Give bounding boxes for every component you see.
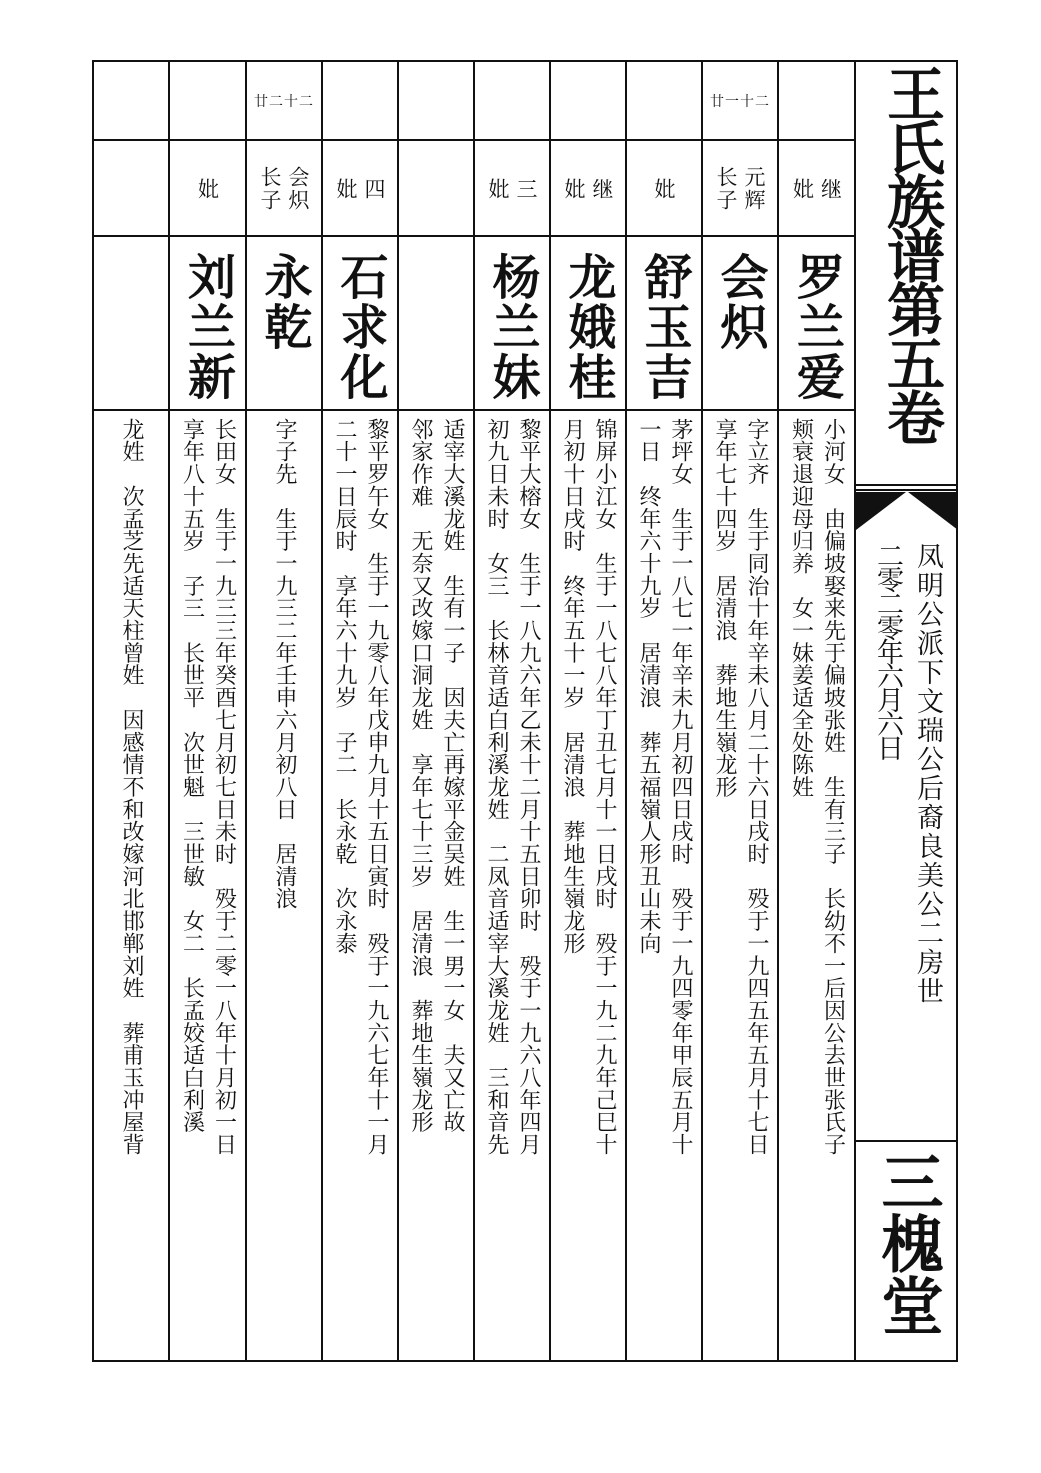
relationship-cell: [475, 142, 549, 236]
relationship-cell: [399, 142, 473, 236]
relationship-text: 妣: [486, 177, 510, 201]
generation-cell: 廿一十二: [710, 94, 770, 110]
relationship-cell: [627, 142, 701, 236]
branch-lineage-text: 凤明公派下文瑞公后裔良美公二房世: [912, 542, 943, 1006]
relationship-text: 继: [818, 177, 843, 201]
person-name-cell: [399, 238, 473, 410]
generation-cell: [323, 62, 397, 140]
person-name: 龙娥桂: [560, 252, 616, 402]
person-name-cell: [475, 238, 549, 410]
generation-cell: 廿二十二: [254, 94, 314, 110]
person-name-cell: [703, 238, 777, 410]
person-name: 会炽: [712, 252, 768, 352]
biography-line: 适宰大溪龙姓 生有一子 因夫亡再嫁平金吴姓 生一男一女 夫又亡故: [440, 418, 465, 1134]
person-name-cell: [323, 238, 397, 410]
relationship-cell: [247, 142, 321, 236]
relationship-text: 妣: [562, 177, 586, 201]
biography-line: 颊衰退迎母归养 女一妹姜适全处陈姓: [788, 418, 814, 798]
relationship-text: 继: [590, 177, 614, 201]
relationship-text: 妣: [652, 177, 676, 201]
biography-line: 黎平罗午女 生于一九零八年戊申九月十五日寅时 殁于一九六七年十一月: [364, 418, 389, 1156]
generation-cell: [551, 62, 625, 140]
biography-line: 一日 终年六十九岁 居清浪 葬五福嶺人形丑山未向: [636, 418, 661, 955]
person-name-cell: [779, 238, 854, 410]
relationship-text: 元辉: [742, 166, 766, 212]
book-title-text: 王氏族谱第五卷: [877, 64, 945, 442]
biography-cell: [247, 414, 321, 1354]
person-name-cell: [551, 238, 625, 410]
person-name: 舒玉吉: [636, 252, 692, 402]
person-name: 刘兰新: [179, 252, 236, 402]
biography-cell: [475, 414, 549, 1354]
generation-cell: [399, 62, 473, 140]
person-name-cell: [247, 238, 321, 410]
biography-cell: [170, 414, 245, 1354]
generation-cell: [170, 62, 245, 140]
biography-line: 字子先 生于一九三二年壬申六月初八日 居清浪: [272, 418, 297, 910]
biography-line: 初九日未时 女三 长林音适白利溪龙姓 二凤音适宰大溪龙姓 三和音先: [484, 418, 509, 1156]
hall-name: [856, 1146, 958, 1360]
person-name: 杨兰妹: [484, 252, 540, 402]
relationship-text: 会炽: [286, 166, 310, 212]
biography-line: 茅坪女 生于一八七一年辛未九月初四日戌时 殁于一九四零年甲辰五月十: [668, 418, 693, 1156]
biography-line: 二十一日辰时 享年六十九岁 子二 长永乾 次永泰: [332, 418, 357, 955]
person-name: 永乾: [256, 252, 312, 352]
hall-name-text: 三槐堂: [871, 1150, 944, 1336]
person-name: 石求化: [332, 252, 388, 402]
relationship-text: 三: [514, 177, 538, 201]
relationship-text: 妣: [195, 177, 220, 201]
relationship-text: 长子: [714, 166, 738, 212]
biography-line: 月初十日戌时 终年五十一岁 居清浪 葬地生嶺龙形: [560, 418, 585, 955]
generation-cell: [475, 62, 549, 140]
biography-cell: [703, 414, 777, 1354]
biography-line: 享年七十四岁 居清浪 葬地生嶺龙形: [712, 418, 737, 798]
generation-cell: [779, 62, 854, 140]
relationship-cell: [779, 142, 854, 236]
person-name-cell: [627, 238, 701, 410]
relationship-cell: [323, 142, 397, 236]
biography-line: 小河女 由偏坡娶来先于偏坡张姓 生有三子 长幼不一后因公去世张氏子: [820, 418, 846, 1156]
compiled-date: 二零二零年六月六日: [872, 542, 903, 758]
biography-line: 享年八十五岁 子三 长世平 次世魁 三世敏 女二 长孟姣适白利溪: [179, 418, 205, 1134]
biography-cell: [551, 414, 625, 1354]
relationship-text: 长子: [258, 166, 282, 212]
biography-line: 锦屏小江女 生于一八七八年丁丑七月十一日戌时 殁于一九二九年己巳十: [592, 418, 617, 1156]
biography-line: 黎平大榕女 生于一八九六年乙未十二月十五日卯时 殁于一九六八年四月: [516, 418, 541, 1156]
title-divider-ornament: [856, 484, 958, 538]
generation-cell: [627, 62, 701, 140]
relationship-cell: [170, 142, 245, 236]
generation-cell: [94, 62, 168, 140]
person-name-cell: [170, 238, 245, 410]
biography-cell: [323, 414, 397, 1354]
biography-cell: [399, 414, 473, 1354]
biography-cell: [627, 414, 701, 1354]
relationship-text: 妣: [790, 177, 815, 201]
biography-line: 邻家作难 无奈又改嫁口洞龙姓 享年七十三岁 居清浪 葬地生嶺龙形: [408, 418, 433, 1134]
relationship-text: 四: [362, 177, 386, 201]
relationship-cell: [551, 142, 625, 236]
relationship-text: 妣: [334, 177, 358, 201]
relationship-cell: [703, 142, 777, 236]
biography-line: 长田女 生于一九三三年癸酉七月初七日未时 殁于二零一八年十月初一日: [211, 418, 237, 1156]
biography-line: 字立齐 生于同治十年辛未八月二十六日戌时 殁于一九四五年五月十七日: [744, 418, 769, 1156]
biography-line: 龙姓 次孟芝先适天柱曾姓 因感情不和改嫁河北邯郸刘姓 葬甫玉冲屋背: [119, 418, 144, 1156]
relationship-cell: [94, 142, 168, 236]
biography-cell: [779, 414, 854, 1354]
book-title: [868, 64, 954, 486]
person-name: 罗兰爱: [788, 252, 845, 402]
person-name-cell: [94, 238, 168, 410]
biography-cell: [94, 414, 168, 1354]
branch-subtitle: [856, 538, 958, 1142]
